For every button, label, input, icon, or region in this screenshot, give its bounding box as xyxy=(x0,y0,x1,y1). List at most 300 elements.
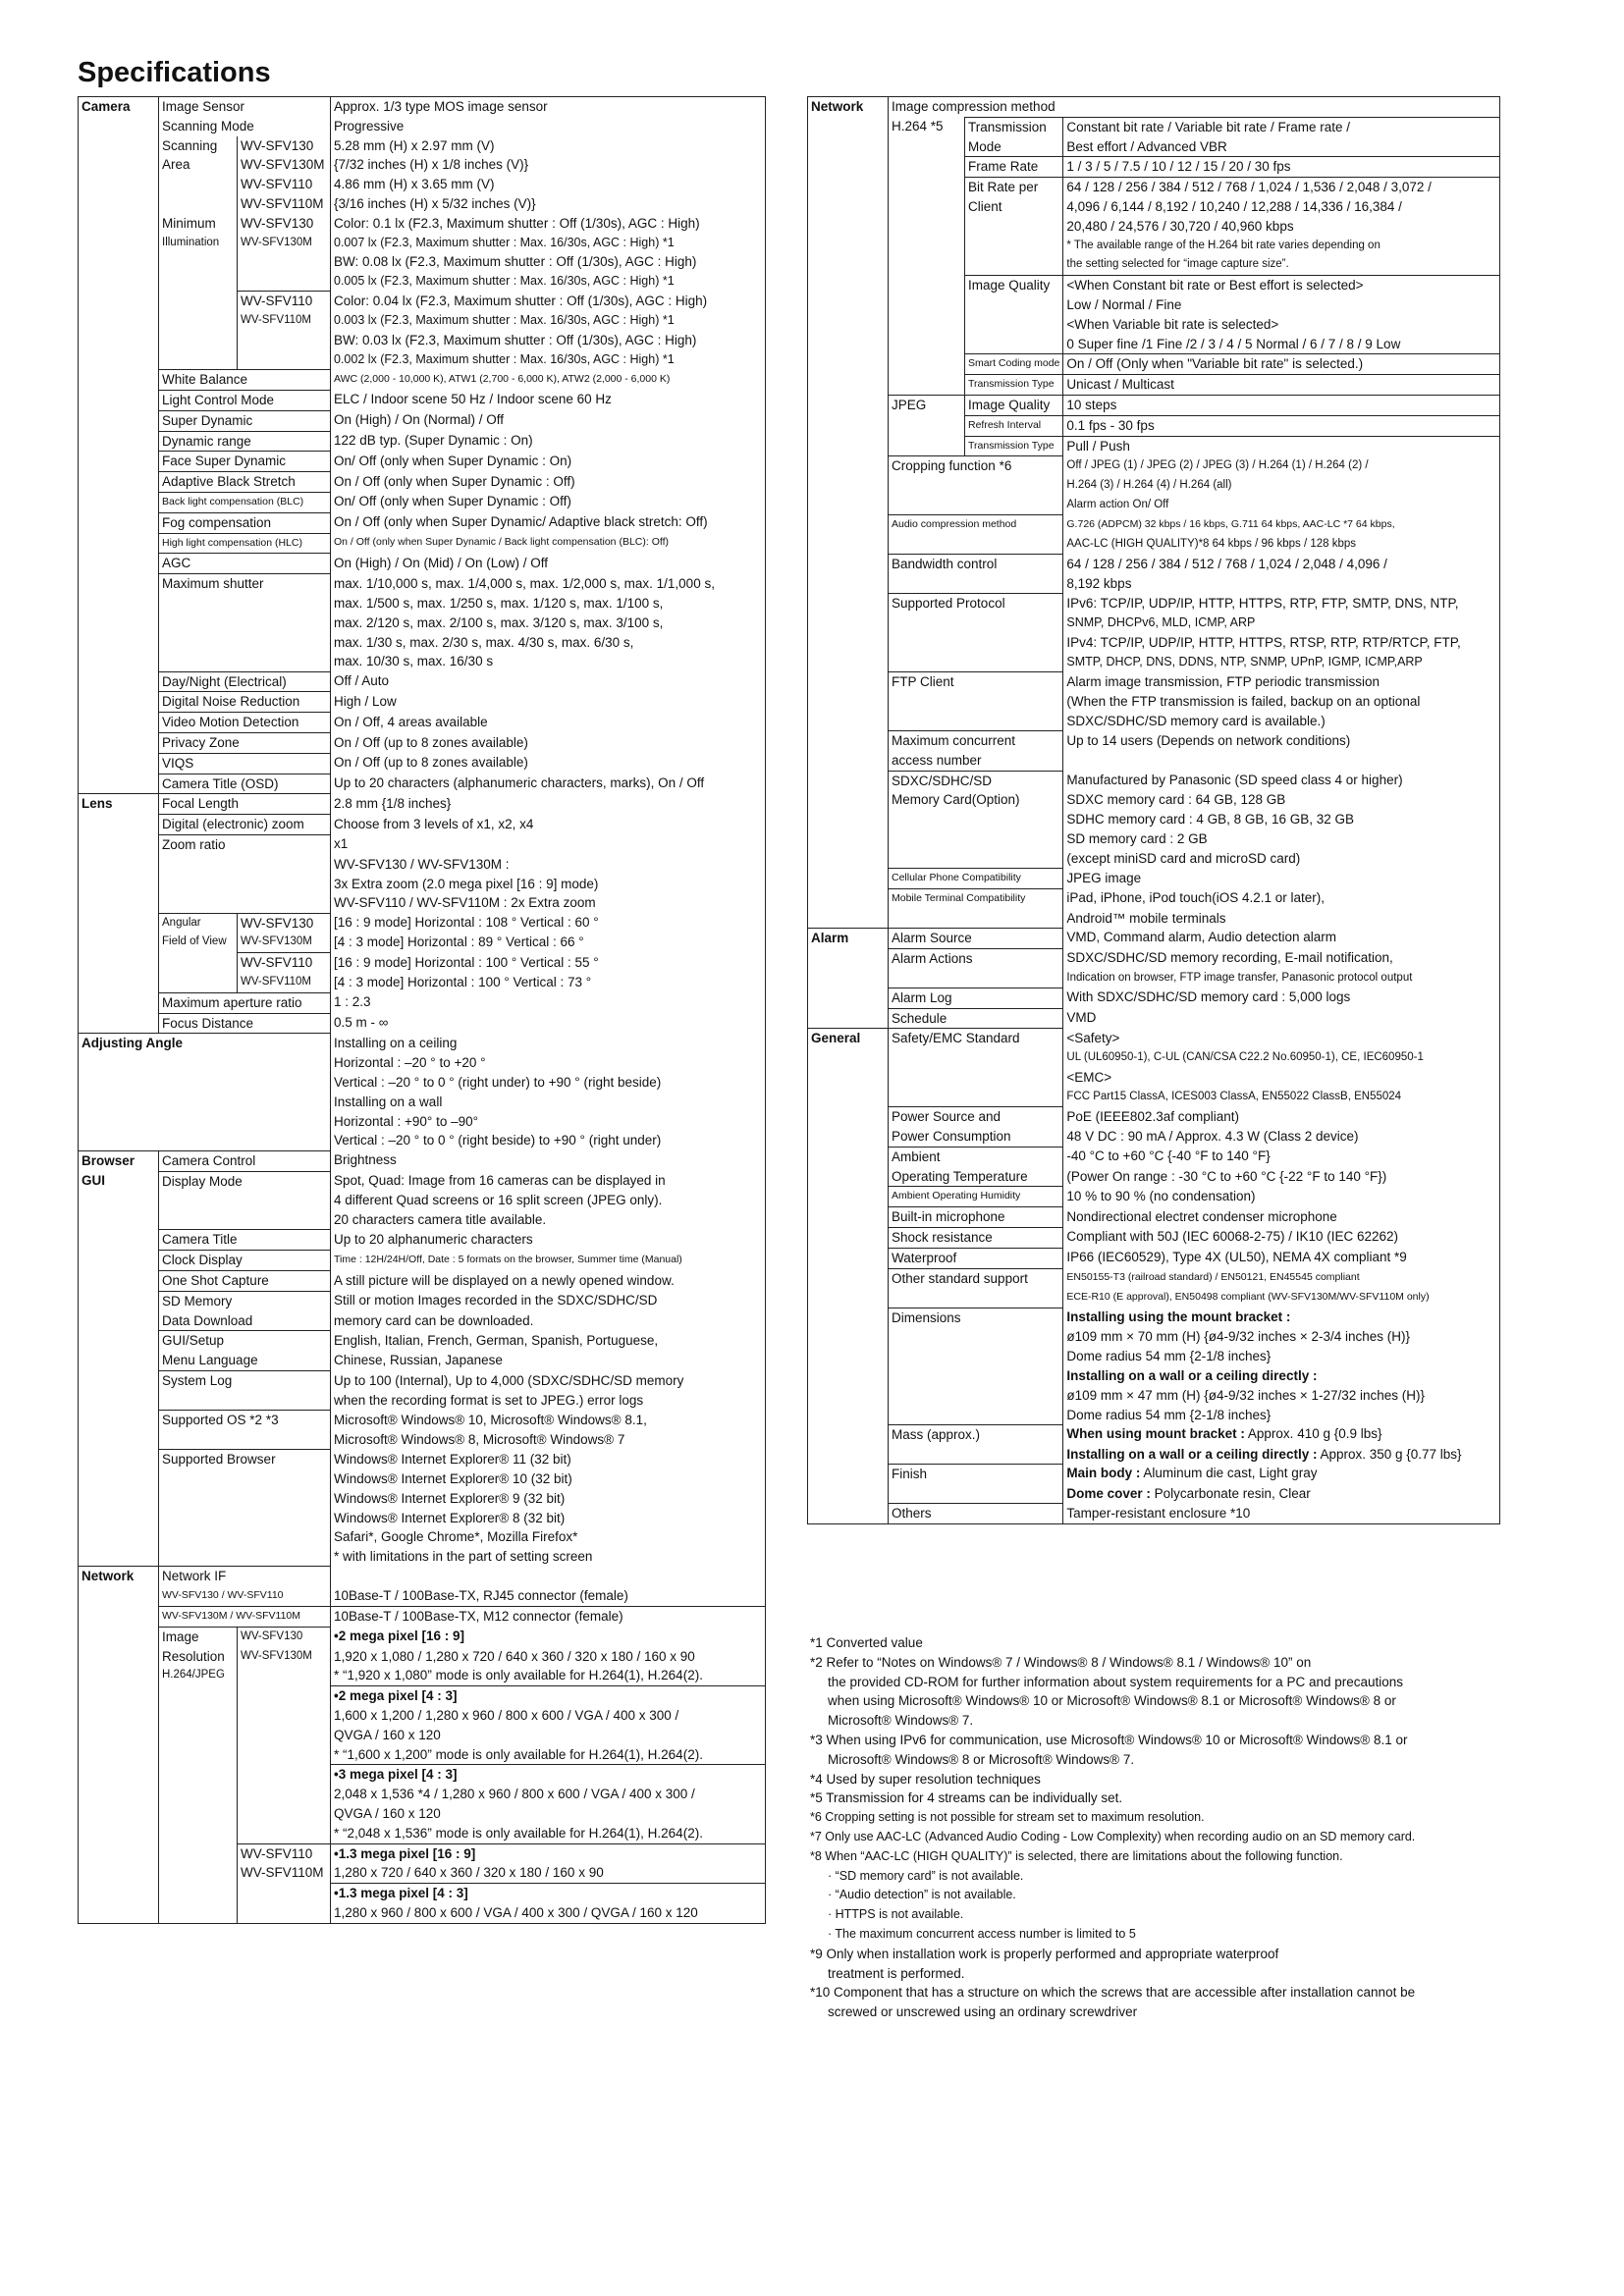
spec-label xyxy=(889,335,965,354)
footnote-line: when using Microsoft® Windows® 10 or Microsoft® Windows® 8.1 or Microsoft® Windows® 8 or xyxy=(828,1693,1396,1709)
spec-row xyxy=(808,97,1500,118)
spec-label: Maximum concurrent xyxy=(889,731,1063,751)
spec-label xyxy=(79,1251,159,1271)
footnote-line: *5 Transmission for 4 streams can be individually set. xyxy=(810,1790,1123,1806)
spec-label: H.264/JPEG xyxy=(159,1666,238,1685)
spec-label xyxy=(159,331,238,350)
spec-row xyxy=(808,197,1500,217)
spec-label: WV-SFV130 xyxy=(238,913,331,933)
spec-label: Network IF xyxy=(159,1567,331,1586)
footnote-line: *4 Used by super resolution techniques xyxy=(810,1771,1041,1787)
spec-value: (When the FTP transmission is failed, backup on an optional xyxy=(1066,693,1421,709)
spec-value: <When Variable bit rate is selected> xyxy=(1066,316,1279,332)
spec-row xyxy=(808,496,1500,515)
spec-value: Manufactured by Panasonic (SD speed class 4 or higher) xyxy=(1066,773,1403,788)
spec-label xyxy=(808,1248,889,1268)
spec-label: Waterproof xyxy=(889,1248,1063,1268)
spec-label: Alarm Source xyxy=(889,928,1063,948)
spec-label xyxy=(889,1445,1063,1465)
spec-row xyxy=(808,633,1500,653)
spec-row xyxy=(79,1567,766,1586)
spec-label xyxy=(889,178,965,197)
spec-label xyxy=(889,1366,1063,1386)
spec-label xyxy=(808,988,889,1008)
spec-row xyxy=(79,1863,766,1883)
spec-value: ELC / Indoor scene 50 Hz / Indoor scene 60 Hz xyxy=(334,392,612,407)
spec-value: On / Off (up to 8 zones available) xyxy=(334,734,528,750)
spec-label xyxy=(79,1450,159,1469)
spec-row xyxy=(808,888,1500,908)
spec-label xyxy=(79,1430,159,1450)
spec-value: ECE-R10 (E approval), EN50498 compliant (WV-SFV130M/WV-SFV110M only) xyxy=(1066,1291,1430,1304)
spec-value: Nondirectional electret condenser microphone xyxy=(1066,1208,1337,1224)
spec-value: Dome cover : Polycarbonate resin, Clear xyxy=(1066,1485,1311,1501)
spec-row xyxy=(808,771,1500,790)
spec-row xyxy=(79,175,766,194)
spec-label xyxy=(79,1311,159,1331)
spec-row xyxy=(808,810,1500,829)
spec-label xyxy=(889,712,1063,731)
spec-row xyxy=(808,594,1500,614)
spec-label xyxy=(159,311,238,331)
spec-row xyxy=(808,1227,1500,1248)
spec-label xyxy=(808,1406,889,1425)
footnotes xyxy=(810,1633,1502,2022)
spec-row xyxy=(808,869,1500,889)
spec-label xyxy=(808,354,889,375)
spec-label xyxy=(159,652,331,671)
spec-row xyxy=(808,1127,1500,1147)
spec-row xyxy=(79,933,766,952)
spec-label: One Shot Capture xyxy=(159,1271,331,1292)
spec-label xyxy=(79,1191,159,1210)
spec-label xyxy=(808,1048,889,1068)
spec-table-left xyxy=(78,96,766,1924)
spec-value: On / Off (only when Super Dynamic : Off) xyxy=(334,473,575,489)
spec-row xyxy=(79,692,766,713)
spec-label xyxy=(808,178,889,197)
spec-label xyxy=(238,1785,331,1804)
spec-label xyxy=(965,295,1063,315)
spec-label: Image Sensor xyxy=(159,97,331,117)
spec-row xyxy=(79,875,766,894)
spec-value: max. 10/30 s, max. 16/30 s xyxy=(334,654,494,669)
spec-label xyxy=(808,594,889,614)
spec-label: WV-SFV110 xyxy=(238,953,331,973)
spec-label: Illumination xyxy=(159,234,238,253)
spec-row xyxy=(79,311,766,331)
spec-label xyxy=(79,913,159,933)
spec-value: 0.5 m - ∞ xyxy=(334,1015,389,1031)
spec-value: On / Off (only when Super Dynamic/ Adaptive black stretch: Off) xyxy=(334,514,708,530)
spec-label xyxy=(159,1509,331,1528)
spec-label xyxy=(238,1824,331,1843)
spec-label xyxy=(889,255,965,275)
spec-label: Network xyxy=(79,1567,159,1586)
spec-label xyxy=(159,614,331,633)
spec-label: Alarm xyxy=(808,928,889,948)
spec-value: SNMP, DHCPv6, MLD, ICMP, ARP xyxy=(1066,615,1256,630)
footnote-line: · The maximum concurrent access number is limited to 5 xyxy=(828,1926,1136,1941)
spec-label xyxy=(808,535,889,555)
spec-value: WV-SFV130 / WV-SFV130M : xyxy=(334,856,510,872)
spec-value: 48 V DC : 90 mA / Approx. 4.3 W (Class 2 device) xyxy=(1066,1128,1359,1144)
spec-label xyxy=(808,1167,889,1187)
spec-label xyxy=(965,335,1063,354)
spec-label xyxy=(79,1863,159,1883)
spec-value: Indication on browser, FTP image transfer, Panasonic protocol output xyxy=(1066,971,1413,984)
spec-label xyxy=(808,614,889,633)
spec-label xyxy=(808,712,889,731)
spec-label xyxy=(238,1706,331,1726)
spec-row xyxy=(808,1347,1500,1366)
spec-label xyxy=(808,157,889,178)
spec-label xyxy=(79,1745,159,1765)
spec-row xyxy=(79,155,766,175)
spec-row xyxy=(808,849,1500,869)
spec-value: Android™ mobile terminals xyxy=(1066,910,1226,926)
spec-label xyxy=(79,214,159,234)
footnote-line: · “SD memory card” is not available. xyxy=(828,1868,1024,1883)
spec-row xyxy=(79,512,766,533)
spec-label xyxy=(808,692,889,712)
spec-label xyxy=(159,1210,331,1230)
spec-row xyxy=(79,492,766,512)
spec-label: Mode xyxy=(965,137,1063,157)
spec-row xyxy=(79,1765,766,1785)
spec-label xyxy=(808,751,889,771)
spec-value: On/ Off (only when Super Dynamic : Off) xyxy=(334,494,571,509)
spec-label: WV-SFV130 xyxy=(238,136,331,156)
spec-label xyxy=(79,1271,159,1292)
spec-row xyxy=(808,415,1500,436)
spec-value: SDXC memory card : 64 GB, 128 GB xyxy=(1066,792,1286,808)
spec-row xyxy=(79,1509,766,1528)
spec-row xyxy=(808,1504,1500,1524)
spec-row xyxy=(808,1424,1500,1444)
spec-row xyxy=(808,276,1500,295)
spec-label: Refresh Interval xyxy=(965,415,1063,436)
spec-label: WV-SFV130 xyxy=(238,1627,331,1646)
spec-label xyxy=(79,1489,159,1509)
spec-label xyxy=(889,849,1063,869)
spec-value: <When Constant bit rate or Best effort is selected> xyxy=(1063,276,1500,295)
spec-label: Transmission Type xyxy=(965,375,1063,396)
spec-value: iPad, iPhone, iPod touch(iOS 4.2.1 or later), xyxy=(1066,890,1326,906)
spec-row xyxy=(808,614,1500,633)
spec-value: ø109 mm × 70 mm (H) {ø4-9/32 inches × 2-3/4 inches (H)} xyxy=(1066,1329,1411,1345)
footnote-line: *10 Component that has a structure on which the screws that are accessible after installation cannot be xyxy=(810,1985,1416,2001)
spec-row xyxy=(808,928,1500,948)
spec-label xyxy=(79,1607,159,1628)
spec-label xyxy=(79,512,159,533)
spec-label xyxy=(79,692,159,713)
spec-value: QVGA / 160 x 120 xyxy=(334,1806,441,1822)
spec-label: Dimensions xyxy=(889,1308,1063,1327)
spec-label xyxy=(889,1347,1063,1366)
spec-label: Field of View xyxy=(159,933,238,952)
spec-label xyxy=(79,1469,159,1489)
spec-row xyxy=(79,1230,766,1251)
spec-label xyxy=(808,395,889,415)
spec-row xyxy=(79,893,766,913)
spec-label xyxy=(159,1547,331,1567)
spec-row xyxy=(79,1112,766,1132)
spec-value: Unicast / Multicast xyxy=(1063,375,1500,396)
spec-row xyxy=(808,476,1500,496)
spec-row xyxy=(808,1207,1500,1228)
spec-label xyxy=(808,1008,889,1029)
spec-value: Microsoft® Windows® 8, Microsoft® Windows® 7 xyxy=(334,1431,625,1447)
spec-value: Best effort / Advanced VBR xyxy=(1066,138,1227,154)
spec-row xyxy=(79,1291,766,1310)
spec-label xyxy=(808,633,889,653)
spec-row xyxy=(808,653,1500,672)
spec-label: Back light compensation (BLC) xyxy=(159,492,331,512)
spec-label: WV-SFV110M xyxy=(238,973,331,992)
spec-row xyxy=(79,1150,766,1171)
spec-label: Transmission Type xyxy=(965,436,1063,456)
spec-label xyxy=(79,136,159,156)
spec-value: when the recording format is set to JPEG.) error logs xyxy=(334,1392,644,1408)
spec-label xyxy=(808,315,889,335)
spec-row xyxy=(79,1647,766,1667)
spec-value: Low / Normal / Fine xyxy=(1066,296,1182,312)
spec-row xyxy=(808,315,1500,335)
spec-row xyxy=(79,1547,766,1567)
spec-value: Up to 100 (Internal), Up to 4,000 (SDXC/SDHC/SD memory xyxy=(334,1372,684,1388)
spec-label xyxy=(808,1227,889,1248)
footnote-line: *9 Only when installation work is properly performed and appropriate waterproof xyxy=(810,1946,1279,1961)
spec-label xyxy=(79,1291,159,1310)
spec-row xyxy=(808,1386,1500,1406)
spec-label xyxy=(79,1547,159,1567)
spec-value: •2 mega pixel [16 : 9] xyxy=(334,1629,465,1644)
spec-label xyxy=(889,295,965,315)
spec-label: Display Mode xyxy=(159,1171,331,1191)
spec-value: Tamper-resistant enclosure *10 xyxy=(1066,1505,1251,1521)
spec-row xyxy=(79,1666,766,1685)
spec-value: On / Off (up to 8 zones available) xyxy=(334,755,528,771)
spec-row xyxy=(808,535,1500,555)
spec-row xyxy=(808,969,1500,988)
spec-row xyxy=(808,1268,1500,1288)
spec-row xyxy=(79,1450,766,1469)
spec-label xyxy=(159,875,331,894)
spec-label xyxy=(238,1686,331,1706)
spec-label: Client xyxy=(965,197,1063,217)
spec-value: WV-SFV110 / WV-SFV110M : 2x Extra zoom xyxy=(334,895,596,911)
spec-value: 3x Extra zoom (2.0 mega pixel [16 : 9] mode) xyxy=(334,876,599,891)
spec-value: * “2,048 x 1,536” mode is only available for H.264(1), H.264(2). xyxy=(334,1825,703,1841)
spec-label xyxy=(79,992,159,1013)
spec-row xyxy=(79,1627,766,1646)
spec-row xyxy=(79,633,766,653)
spec-value: Vertical : –20 ° to 0 ° (right beside) to +90 ° (right under) xyxy=(334,1133,662,1148)
spec-value: Pull / Push xyxy=(1063,436,1500,456)
spec-value: UL (UL60950-1), C-UL (CAN/CSA C22.2 No.60950-1), CE, IEC60950-1 xyxy=(1066,1051,1424,1064)
spec-label xyxy=(889,829,1063,849)
spec-label xyxy=(79,1391,159,1411)
spec-row xyxy=(79,533,766,554)
spec-value: JPEG image xyxy=(1066,870,1142,885)
spec-label xyxy=(79,652,159,671)
spec-label: Digital (electronic) zoom xyxy=(159,815,331,835)
spec-label xyxy=(79,272,159,292)
spec-label xyxy=(159,252,238,272)
spec-row xyxy=(79,1053,766,1073)
spec-label: Privacy Zone xyxy=(159,733,331,754)
spec-label xyxy=(889,415,965,436)
spec-row xyxy=(79,97,766,117)
spec-value: {3/16 inches (H) x 5/32 inches (V)} xyxy=(334,195,536,211)
spec-value: (Power On range : -30 °C to +60 °C {-22 °F to 140 °F}) xyxy=(1066,1168,1387,1184)
spec-label xyxy=(889,535,1063,555)
spec-row xyxy=(79,1903,766,1923)
spec-row xyxy=(79,1686,766,1706)
spec-label xyxy=(238,331,331,350)
spec-value: max. 2/120 s, max. 2/100 s, max. 3/120 s, max. 3/100 s, xyxy=(334,614,664,630)
spec-label xyxy=(889,217,965,237)
spec-value: Choose from 3 levels of x1, x2, x4 xyxy=(334,816,534,831)
footnote-line: *6 Cropping setting is not possible for stream set to maximum resolution. xyxy=(810,1810,1205,1825)
spec-value: Windows® Internet Explorer® 9 (32 bit) xyxy=(334,1490,566,1506)
spec-label: Camera xyxy=(79,97,159,117)
spec-value: AWC (2,000 - 10,000 K), ATW1 (2,700 - 6,000 K), ATW2 (2,000 - 6,000 K) xyxy=(334,372,671,385)
spec-value: 10 % to 90 % (no condensation) xyxy=(1066,1188,1256,1203)
spec-label: Frame Rate xyxy=(965,157,1063,178)
spec-label: Schedule xyxy=(889,1008,1063,1029)
spec-label: Adjusting Angle xyxy=(79,1034,331,1053)
spec-row xyxy=(79,472,766,493)
spec-row xyxy=(79,1391,766,1411)
spec-label xyxy=(808,1068,889,1088)
footnote-line: screwed or unscrewed using an ordinary screwdriver xyxy=(828,2004,1138,2020)
spec-label xyxy=(79,834,159,854)
spec-row xyxy=(79,992,766,1013)
spec-label xyxy=(808,1484,889,1504)
spec-label xyxy=(79,292,159,311)
spec-value: On / Off, 4 areas available xyxy=(334,714,488,729)
spec-label xyxy=(79,234,159,253)
spec-label xyxy=(889,237,965,256)
spec-label xyxy=(79,1112,331,1132)
spec-label: Scanning xyxy=(159,136,238,156)
spec-label xyxy=(79,155,159,175)
spec-label xyxy=(79,533,159,554)
spec-row xyxy=(808,948,1500,968)
spec-label xyxy=(889,476,1063,496)
spec-label xyxy=(808,1386,889,1406)
spec-value: * with limitations in the part of setting screen xyxy=(334,1549,593,1565)
spec-label xyxy=(889,633,1063,653)
spec-value: Vertical : –20 ° to 0 ° (right under) to +90 ° (right beside) xyxy=(334,1075,662,1091)
spec-row xyxy=(808,515,1500,535)
spec-label xyxy=(889,315,965,335)
spec-value: Horizontal : –20 ° to +20 ° xyxy=(334,1055,486,1071)
spec-label xyxy=(79,175,159,194)
spec-value: On (High) / On (Normal) / Off xyxy=(334,412,505,428)
spec-row xyxy=(808,395,1500,415)
spec-value: 0.1 fps - 30 fps xyxy=(1063,415,1500,436)
spec-label xyxy=(808,574,889,594)
spec-value: 10Base-T / 100Base-TX, M12 connector (female) xyxy=(331,1607,766,1628)
spec-label: Menu Language xyxy=(159,1351,331,1370)
spec-label: Finish xyxy=(889,1464,1063,1483)
spec-value: 5.28 mm (H) x 2.97 mm (V) xyxy=(334,137,495,153)
spec-label: WV-SFV130M / WV-SFV110M xyxy=(159,1607,331,1628)
spec-value: PoE (IEEE802.3af compliant) xyxy=(1066,1108,1239,1124)
spec-value: 1 / 3 / 5 / 7.5 / 10 / 12 / 15 / 20 / 30 fps xyxy=(1063,157,1500,178)
spec-row xyxy=(79,1411,766,1430)
spec-value: SD memory card : 2 GB xyxy=(1066,830,1208,846)
spec-row xyxy=(79,390,766,410)
spec-row xyxy=(79,1251,766,1271)
spec-value: max. 1/30 s, max. 2/30 s, max. 4/30 s, max. 6/30 s, xyxy=(334,634,634,650)
spec-label xyxy=(159,1430,331,1450)
spec-label xyxy=(159,1903,238,1923)
spec-label xyxy=(79,815,159,835)
spec-row xyxy=(79,136,766,156)
spec-row xyxy=(808,692,1500,712)
spec-label: SD Memory xyxy=(159,1291,331,1310)
spec-row xyxy=(808,988,1500,1008)
spec-label xyxy=(159,855,331,875)
spec-row xyxy=(79,713,766,733)
spec-label: Smart Coding mode xyxy=(965,354,1063,375)
spec-label xyxy=(79,1093,331,1112)
spec-value: English, Italian, French, German, Spanish, Portuguese, xyxy=(334,1332,659,1348)
spec-value: Approx. 1/3 type MOS image sensor xyxy=(334,99,548,114)
spec-value: Compliant with 50J (IEC 60068-2-75) / IK10 (IEC 62262) xyxy=(1066,1229,1399,1245)
spec-label xyxy=(889,276,965,295)
spec-value: ø109 mm × 47 mm (H) {ø4-9/32 inches × 1-27/32 inches (H)} xyxy=(1066,1387,1426,1403)
spec-label xyxy=(79,472,159,493)
spec-value: Image compression method xyxy=(892,99,1056,114)
spec-label: Memory Card(Option) xyxy=(889,790,1063,810)
spec-row xyxy=(79,554,766,574)
spec-label xyxy=(889,969,1063,988)
spec-value: Up to 14 users (Depends on network conditions) xyxy=(1066,732,1351,748)
spec-label xyxy=(159,1745,238,1765)
spec-value: * “1,920 x 1,080” mode is only available for H.264(1), H.264(2). xyxy=(334,1668,703,1683)
spec-label xyxy=(79,973,159,992)
spec-value: G.726 (ADPCM) 32 kbps / 16 kbps, G.711 64 kbps, AAC-LC *7 64 kbps, xyxy=(1066,517,1395,530)
spec-label xyxy=(965,237,1063,256)
spec-row xyxy=(808,178,1500,197)
spec-row xyxy=(808,1288,1500,1308)
spec-label xyxy=(808,1127,889,1147)
spec-row xyxy=(79,1034,766,1053)
spec-label xyxy=(159,1863,238,1883)
spec-value: Installing on a ceiling xyxy=(334,1035,458,1050)
spec-label xyxy=(79,1785,159,1804)
spec-label xyxy=(79,1131,331,1150)
spec-label: Image xyxy=(159,1627,238,1646)
spec-value: 4 different Quad screens or 16 split screen (JPEG only). xyxy=(334,1193,663,1208)
spec-row xyxy=(808,1248,1500,1268)
spec-label xyxy=(79,1726,159,1745)
spec-label xyxy=(808,476,889,496)
spec-label xyxy=(159,594,331,614)
spec-label: Bit Rate per xyxy=(965,178,1063,197)
spec-label: Transmission xyxy=(965,117,1063,136)
spec-row xyxy=(79,214,766,234)
spec-label xyxy=(79,633,159,653)
spec-row xyxy=(808,1484,1500,1504)
spec-value: FCC Part15 ClassA, ICES003 ClassA, EN55022 ClassB, EN55024 xyxy=(1066,1090,1402,1102)
spec-row xyxy=(79,574,766,594)
